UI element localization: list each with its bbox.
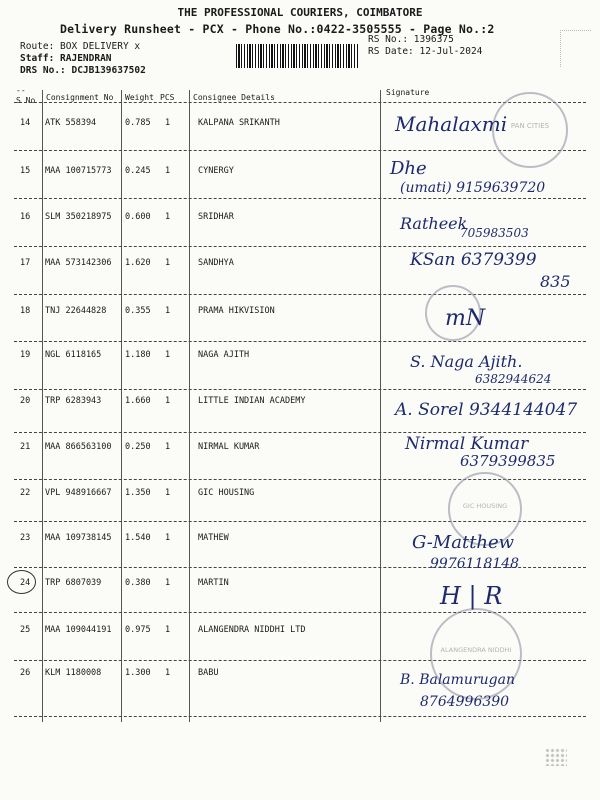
col-divider (121, 90, 122, 722)
row-pcs: 1 (165, 166, 171, 176)
corner-mark (560, 30, 591, 67)
row-separator (14, 612, 586, 613)
row-consignment: TRP 6283943 (45, 396, 102, 406)
circle-mark (7, 570, 36, 594)
signature-note: 9976118148 (430, 556, 520, 572)
row-consignee: LITTLE INDIAN ACADEMY (198, 396, 306, 406)
col-divider (380, 90, 381, 722)
row-consignee: KALPANA SRIKANTH (198, 118, 280, 128)
row-weight: 0.380 (125, 578, 151, 588)
row-consignee: SANDHYA (198, 258, 234, 268)
row-separator (14, 341, 586, 342)
signature-text: A. Sorel 9344144047 (395, 400, 578, 420)
row-consignee: ALANGENDRA NIDDHI LTD (198, 625, 306, 635)
row-weight: 0.355 (125, 306, 151, 316)
row-consignment: ATK 558394 (45, 118, 97, 128)
col-divider (42, 90, 43, 722)
signature-text: S. Naga Ajith. (410, 352, 523, 371)
signature-text: KSan 6379399 (410, 250, 537, 270)
signature-text: Mahalaxmi (395, 112, 508, 136)
row-sno: 19 (20, 350, 31, 360)
row-consignment: SLM 350218975 (45, 212, 112, 222)
row-separator (14, 102, 586, 103)
signature-note: 8764996390 (420, 694, 510, 710)
row-consignee: GIC HOUSING (198, 488, 255, 498)
col-pcs: PCS (160, 93, 175, 102)
row-consignee: SRIDHAR (198, 212, 234, 222)
row-sno: 18 (20, 306, 31, 316)
row-weight: 1.350 (125, 488, 151, 498)
row-weight: 1.660 (125, 396, 151, 406)
row-weight: 0.975 (125, 625, 151, 635)
row-sno: 23 (20, 533, 31, 543)
row-consignment: MAA 866563100 (45, 442, 112, 452)
signature-text: Dhe (390, 158, 427, 179)
row-sno: 16 (20, 212, 31, 222)
staff-label: Staff: RAJENDRAN (20, 53, 112, 64)
row-sno: 24 (20, 578, 31, 588)
rs-date: RS Date: 12-Jul-2024 (368, 46, 483, 57)
stamp-text: GIC HOUSING (462, 502, 508, 510)
row-pcs: 1 (165, 578, 171, 588)
row-consignee: CYNERGY (198, 166, 234, 176)
row-weight: 1.620 (125, 258, 151, 268)
row-sno: 25 (20, 625, 31, 635)
signature-text: H | R (440, 582, 503, 610)
row-weight: 0.245 (125, 166, 151, 176)
row-pcs: 1 (165, 625, 171, 635)
row-consignment: KLM 1180008 (45, 668, 102, 678)
company-title: THE PROFESSIONAL COURIERS, COIMBATORE (177, 6, 423, 19)
col-weight: Weight (125, 93, 154, 102)
row-weight: 0.250 (125, 442, 151, 452)
stamp-text: ALANGENDRA NIDDHI (440, 646, 512, 654)
row-consignment: TNJ 22644828 (45, 306, 107, 316)
signature-text: Nirmal Kumar (405, 434, 529, 454)
row-pcs: 1 (165, 396, 171, 406)
row-weight: 1.540 (125, 533, 151, 543)
row-separator (14, 389, 586, 390)
row-separator (14, 432, 586, 433)
drs-label: DRS No.: DCJB139637502 (20, 65, 146, 76)
row-pcs: 1 (165, 118, 171, 128)
row-sno: 20 (20, 396, 31, 406)
row-weight: 1.180 (125, 350, 151, 360)
row-sno: 17 (20, 258, 31, 268)
row-pcs: 1 (165, 668, 171, 678)
row-consignment: MAA 100715773 (45, 166, 112, 176)
row-pcs: 1 (165, 488, 171, 498)
signature-note: 6382944624 (475, 372, 552, 386)
route-label: Route: BOX DELIVERY x (20, 41, 141, 52)
signature-note: (umati) 9159639720 (400, 180, 546, 196)
col-consignee: Consignee Details (193, 93, 275, 102)
smudge-mark (545, 748, 567, 766)
row-weight: 0.785 (125, 118, 151, 128)
signature-note: 6379399835 (460, 452, 556, 470)
col-signature: Signature (386, 88, 430, 97)
row-pcs: 1 (165, 258, 171, 268)
row-sno: 14 (20, 118, 31, 128)
runsheet-title: Delivery Runsheet - PCX - Phone No.:0422-3505555 - Page No.:2 (60, 22, 495, 36)
signature-text: B. Balamurugan (400, 672, 515, 688)
col-consignment: Consignment No (46, 93, 114, 102)
row-consignment: TRP 6807039 (45, 578, 102, 588)
row-consignment: MAA 573142306 (45, 258, 112, 268)
signature-text: Ratheek (400, 214, 468, 233)
row-consignment: VPL 948916667 (45, 488, 112, 498)
row-pcs: 1 (165, 442, 171, 452)
barcode (236, 44, 358, 68)
row-pcs: 1 (165, 306, 171, 316)
col-sno: S No (16, 96, 36, 105)
row-sno: 15 (20, 166, 31, 176)
row-weight: 1.300 (125, 668, 151, 678)
row-consignee: NIRMAL KUMAR (198, 442, 260, 452)
row-consignment: MAA 109738145 (45, 533, 112, 543)
signature-note: 835 (540, 272, 571, 291)
col-divider (189, 90, 190, 722)
row-consignee: MARTIN (198, 578, 229, 588)
row-consignee: PRAMA HIKVISION (198, 306, 275, 316)
rs-number: RS No.: 1396375 (368, 34, 454, 45)
row-separator (14, 198, 586, 199)
signature-text: G-Matthew (412, 532, 515, 553)
row-consignee: MATHEW (198, 533, 229, 543)
row-separator (14, 716, 586, 717)
dash-marker: -- (16, 86, 26, 95)
row-separator (14, 246, 586, 247)
row-pcs: 1 (165, 350, 171, 360)
row-weight: 0.600 (125, 212, 151, 222)
row-consignee: NAGA AJITH (198, 350, 250, 360)
row-consignment: NGL 6118165 (45, 350, 102, 360)
row-consignment: MAA 109044191 (45, 625, 112, 635)
row-pcs: 1 (165, 533, 171, 543)
row-sno: 21 (20, 442, 31, 452)
row-pcs: 1 (165, 212, 171, 222)
row-sno: 26 (20, 668, 31, 678)
row-sno: 22 (20, 488, 31, 498)
stamp-text: PAN CITIES (510, 122, 550, 130)
row-consignee: BABU (198, 668, 219, 678)
signature-note: 705983503 (460, 226, 529, 240)
row-separator (14, 294, 586, 295)
signature-text: mN (445, 306, 486, 331)
